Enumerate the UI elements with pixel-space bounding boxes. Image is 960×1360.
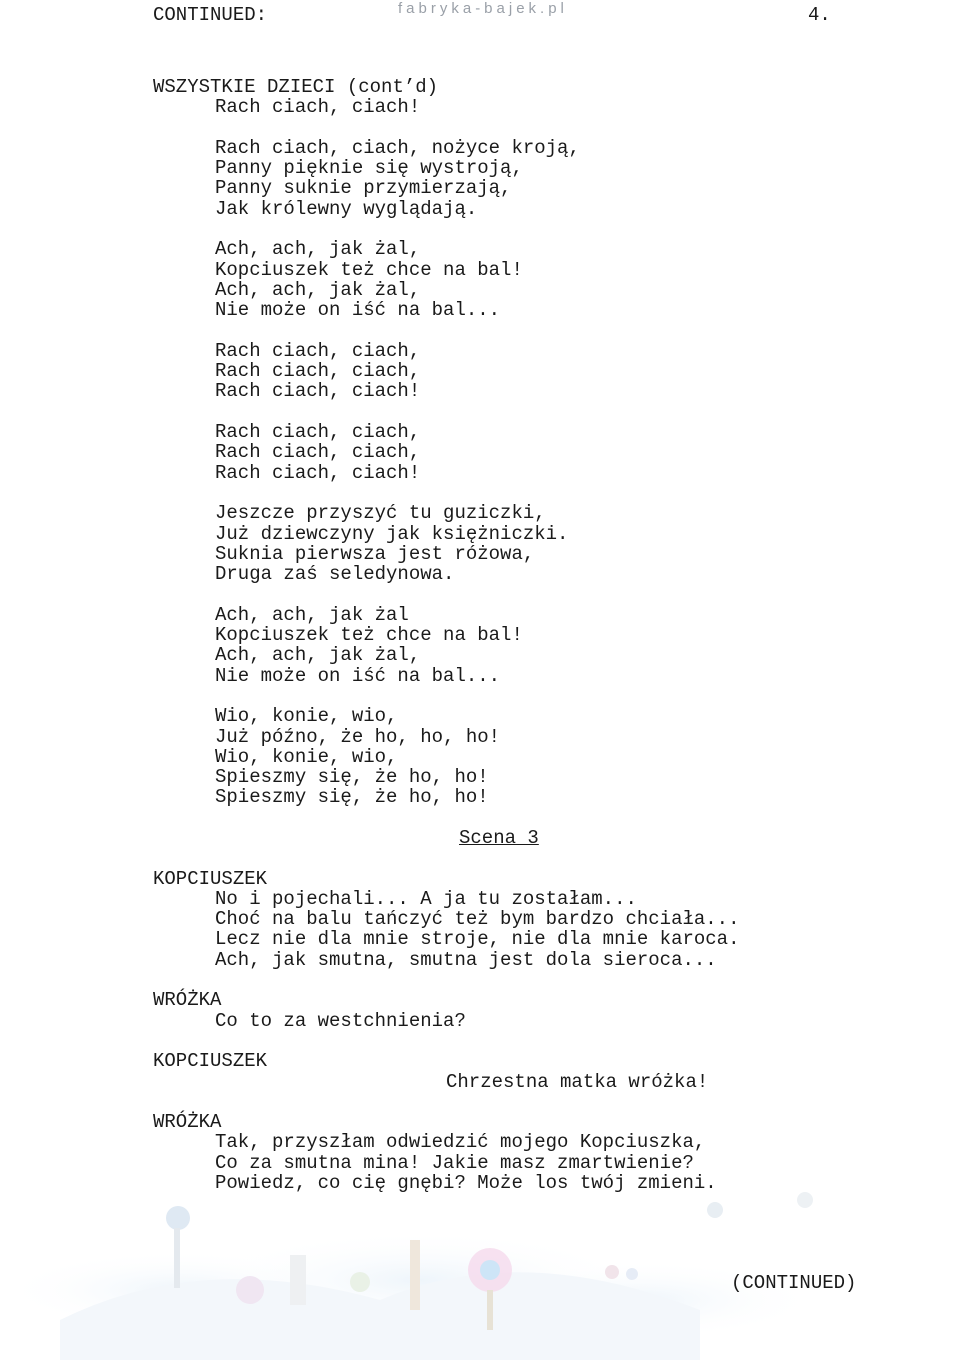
dialogue-line: Wio, konie, wio, bbox=[215, 745, 398, 768]
blank-line bbox=[153, 1031, 913, 1051]
watermark-url: fabryka-bajek.pl bbox=[398, 0, 568, 17]
dialogue-line: Powiedz, co cię gnębi? Może los twój zmieni. bbox=[215, 1172, 717, 1195]
dialogue-line: Rach ciach, ciach! bbox=[215, 461, 421, 484]
dialogue-line: Panny suknie przymierzają, bbox=[215, 177, 512, 200]
dialogue-line: Wio, konie, wio, bbox=[215, 705, 398, 728]
dialogue-line: Ach, ach, jak żal, bbox=[215, 644, 421, 667]
character-name: WSZYSTKIE DZIECI (cont’d) bbox=[153, 76, 439, 98]
dialogue-line: Ach, ach, jak żal bbox=[215, 603, 409, 626]
dialogue-line: Rach ciach, ciach, bbox=[215, 339, 421, 362]
dialogue-line: Rach ciach, ciach! bbox=[215, 96, 421, 119]
character-name: WRÓŻKA bbox=[153, 989, 222, 1012]
dialogue-line: Lecz nie dla mnie stroje, nie dla mnie karoca. bbox=[215, 928, 740, 951]
dialogue-line: Nie może on iść na bal... bbox=[215, 664, 501, 687]
header-continued: CONTINUED: bbox=[153, 4, 268, 26]
dialogue-line: Ach, ach, jak żal, bbox=[215, 278, 421, 301]
dialogue-line: Rach ciach, ciach, bbox=[215, 360, 421, 383]
blank-line bbox=[153, 402, 913, 422]
dialogue-line: Rach ciach, ciach, bbox=[215, 421, 421, 444]
blank-line bbox=[153, 219, 913, 239]
dialogue-line: Rach ciach, ciach, nożyce kroją, bbox=[215, 136, 580, 159]
footer-continued: (CONTINUED) bbox=[731, 1272, 857, 1294]
blank-line bbox=[153, 321, 913, 341]
dialogue-line: Rach ciach, ciach! bbox=[215, 380, 421, 403]
script-body bbox=[153, 77, 913, 1193]
blank-line bbox=[153, 808, 913, 828]
dialogue-line: Rach ciach, ciach, bbox=[215, 441, 421, 464]
character-name: WRÓŻKA bbox=[153, 1111, 222, 1134]
dialogue-line: Już dziewczyny jak księżniczki. bbox=[215, 522, 569, 545]
dialogue-line: Panny pięknie się wystroją, bbox=[215, 157, 523, 180]
dialogue-line: Spieszmy się, że ho, ho! bbox=[215, 766, 489, 789]
dialogue-line: Suknia pierwsza jest różowa, bbox=[215, 542, 535, 565]
dialogue-line: Choć na balu tańczyć też bym bardzo chciała... bbox=[215, 908, 740, 931]
dialogue-line: Co za smutna mina! Jakie masz zmartwienie? bbox=[215, 1151, 694, 1174]
dialogue-line: Ach, ach, jak żal, bbox=[215, 238, 421, 261]
blank-line bbox=[153, 970, 913, 990]
dialogue-line: Ach, jak smutna, smutna jest dola sieroca... bbox=[215, 948, 717, 971]
blank-line bbox=[153, 1092, 913, 1112]
dialogue-line: Spieszmy się, że ho, ho! bbox=[215, 786, 489, 809]
dialogue-line: Nie może on iść na bal... bbox=[215, 299, 501, 322]
dialogue-line: No i pojechali... A ja tu zostałam... bbox=[215, 887, 637, 910]
dialogue-line-indented: Chrzestna matka wróżka! bbox=[446, 1070, 709, 1093]
blank-line bbox=[153, 848, 913, 868]
character-name: KOPCIUSZEK bbox=[153, 1050, 268, 1073]
dialogue-line: Już późno, że ho, ho, ho! bbox=[215, 725, 501, 748]
dialogue-line: Druga zaś seledynowa. bbox=[215, 563, 455, 586]
blank-line bbox=[153, 483, 913, 503]
dialogue-line: Jeszcze przyszyć tu guziczki, bbox=[215, 502, 546, 525]
page-number: 4. bbox=[808, 4, 831, 26]
blank-line bbox=[153, 584, 913, 604]
blank-line bbox=[153, 686, 913, 706]
character-name: KOPCIUSZEK bbox=[153, 867, 268, 890]
dialogue-line: Kopciuszek też chce na bal! bbox=[215, 624, 523, 647]
dialogue-line: Co to za westchnienia? bbox=[215, 1009, 466, 1032]
dialogue-line: Jak królewny wyglądają. bbox=[215, 197, 478, 220]
dialogue-line: Tak, przyszłam odwiedzić mojego Kopciuszka, bbox=[215, 1131, 706, 1154]
dialogue-line: Kopciuszek też chce na bal! bbox=[215, 258, 523, 281]
blank-line bbox=[153, 118, 913, 138]
scene-heading: Scena 3 bbox=[459, 826, 539, 849]
fairytale-landscape-illustration bbox=[0, 1180, 960, 1360]
